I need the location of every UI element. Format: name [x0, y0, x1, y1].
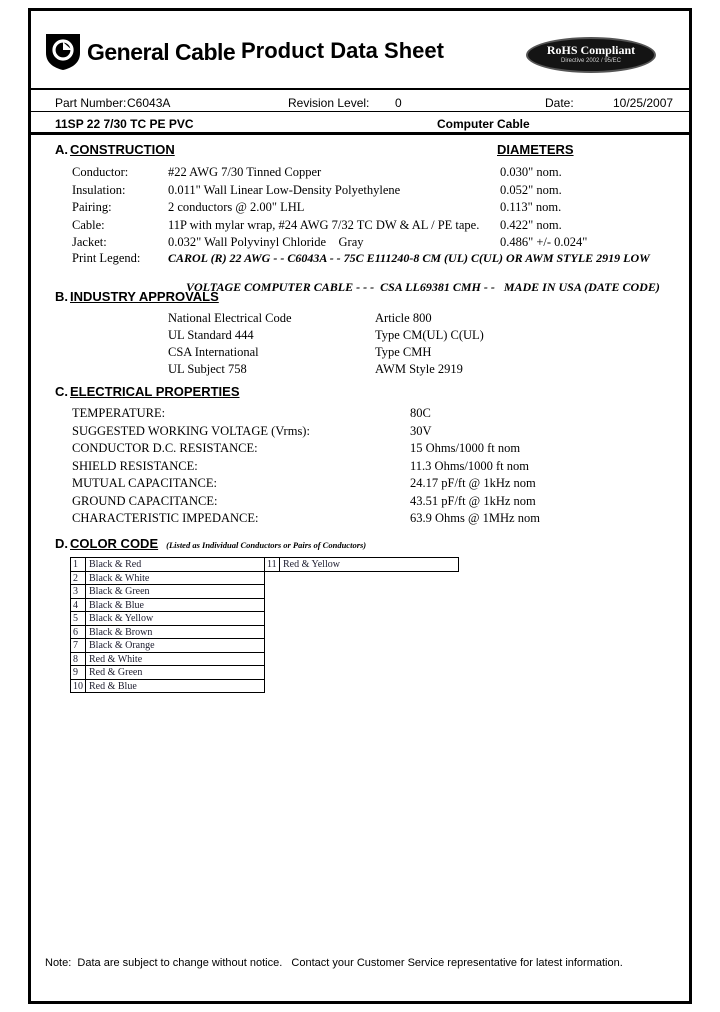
- electrical-label: SHIELD RESISTANCE:: [72, 458, 198, 473]
- conductor-color: Red & Blue: [89, 680, 137, 692]
- diameters-title: DIAMETERS: [497, 142, 574, 157]
- table-row: [70, 625, 265, 640]
- rohs-badge-text: RoHS Compliant: [546, 43, 636, 57]
- construction-label: Insulation:: [72, 182, 126, 197]
- divider: [31, 88, 689, 90]
- conductor-number: 4: [71, 599, 86, 612]
- construction-label: Cable:: [72, 217, 105, 232]
- approval-row: [168, 327, 685, 344]
- document-page: [28, 8, 692, 1004]
- rohs-directive-text: Directive 2002 / 95/EC: [560, 58, 622, 64]
- construction-label: Jacket:: [72, 235, 107, 249]
- print-legend-label: Print Legend:: [72, 251, 141, 265]
- table-row: [70, 557, 265, 572]
- section-a-title: CONSTRUCTION: [70, 142, 175, 157]
- date-label: Date:: [545, 96, 574, 110]
- product-name: 11SP 22 7/30 TC PE PVC: [55, 117, 194, 131]
- electrical-row: [72, 510, 685, 528]
- revision-value: 0: [395, 96, 402, 110]
- brand-name: General Cable: [87, 38, 236, 65]
- divider: [31, 132, 689, 135]
- construction-value: 2 conductors @ 2.00" LHL: [168, 200, 305, 214]
- electrical-row: [72, 475, 685, 493]
- electrical-row: [72, 405, 685, 423]
- footer-note: Note: Data are subject to change without notice. Contact your Customer Service representative for latest information.: [45, 957, 623, 969]
- approval-row: [168, 344, 685, 361]
- construction-value: 0.032" Wall Polyvinyl Chloride Gray: [168, 235, 364, 249]
- electrical-label: SUGGESTED WORKING VOLTAGE (Vrms):: [72, 423, 310, 438]
- construction-diameter: 0.486" +/- 0.024": [500, 235, 588, 249]
- approval-type: Type CM(UL) C(UL): [375, 328, 484, 342]
- product-type: Computer Cable: [437, 117, 530, 131]
- print-legend-text: [168, 251, 685, 295]
- electrical-label: GROUND CAPACITANCE:: [72, 493, 218, 508]
- approval-row: [168, 310, 685, 327]
- conductor-color: Black & Green: [89, 586, 150, 597]
- construction-diameter: 0.422" nom.: [500, 217, 562, 232]
- construction-diameter: 0.113" nom.: [500, 200, 562, 214]
- conductor-number: 5: [71, 612, 86, 625]
- electrical-value: 80C: [410, 406, 431, 420]
- electrical-row: [72, 458, 685, 476]
- revision-label: Revision Level:: [288, 96, 370, 110]
- conductor-color: Black & Orange: [89, 640, 155, 651]
- electrical-value: 11.3 Ohms/1000 ft nom: [410, 458, 529, 473]
- conductor-number: 11: [265, 558, 280, 571]
- construction-value: 11P with mylar wrap, #24 AWG 7/32 TC DW & AL / PE tape.: [168, 217, 480, 232]
- approval-type: Article 800: [375, 311, 432, 325]
- electrical-value: 15 Ohms/1000 ft nom: [410, 441, 521, 455]
- table-row: [70, 571, 265, 586]
- section-c-title: ELECTRICAL PROPERTIES: [70, 384, 240, 399]
- table-row: [70, 638, 265, 653]
- conductor-color: Red & White: [89, 653, 143, 665]
- electrical-label: CHARACTERISTIC IMPEDANCE:: [72, 511, 259, 525]
- electrical-row: [72, 423, 685, 441]
- section-a-heading: [55, 142, 689, 157]
- conductor-number: 6: [71, 626, 86, 639]
- approval-body: UL Standard 444: [168, 328, 254, 342]
- part-number-value: C6043A: [127, 96, 171, 110]
- conductor-number: 7: [71, 639, 86, 652]
- conductor-color: Red & Green: [89, 667, 143, 678]
- electrical-label: CONDUCTOR D.C. RESISTANCE:: [72, 441, 258, 455]
- conductor-number: 9: [71, 666, 86, 679]
- construction-row: [72, 199, 685, 217]
- approval-body: CSA International: [168, 345, 259, 359]
- electrical-row: [72, 440, 685, 458]
- electrical-value: 43.51 pF/ft @ 1kHz nom: [410, 493, 536, 508]
- print-legend: [72, 251, 685, 295]
- construction-label: Pairing:: [72, 200, 112, 214]
- construction-row: [72, 234, 685, 252]
- color-table-left-column: [70, 557, 265, 693]
- section-b-heading: [55, 289, 689, 304]
- part-number-label: Part Number:: [55, 96, 127, 110]
- print-legend-line1: CAROL (R) 22 AWG - - C6043A - - 75C E111240-8 CM (UL) C(UL) OR AWM STYLE 2919 LOW: [168, 251, 650, 265]
- conductor-number: 3: [71, 585, 86, 598]
- construction-value: 0.011" Wall Linear Low-Density Polyethylene: [168, 182, 401, 197]
- electrical-label: MUTUAL CAPACITANCE:: [72, 476, 217, 490]
- section-d-heading: [55, 536, 689, 551]
- table-row: [264, 557, 459, 572]
- section-b-letter: B.: [55, 289, 68, 304]
- page-title: Product Data Sheet: [241, 38, 444, 63]
- conductor-color: Black & Brown: [89, 626, 153, 638]
- conductor-color: Black & Blue: [89, 599, 144, 611]
- section-a-letter: A.: [55, 142, 68, 157]
- conductor-color: Black & White: [89, 572, 150, 584]
- approval-body: National Electrical Code: [168, 311, 292, 325]
- conductor-number: 2: [71, 572, 86, 585]
- section-d-letter: D.: [55, 536, 68, 551]
- conductor-color: Red & Yellow: [283, 559, 340, 570]
- construction-diameter: 0.030" nom.: [500, 165, 562, 179]
- approval-row: [168, 361, 685, 378]
- color-table-right-column: [264, 557, 459, 572]
- section-c-letter: C.: [55, 384, 68, 399]
- print-legend-line2: VOLTAGE COMPUTER CABLE - - - CSA LL69381 CMH - - MADE IN USA (DATE CODE): [186, 280, 660, 294]
- industry-approvals-rows: [168, 310, 685, 378]
- date-value: 10/25/2007: [613, 96, 674, 110]
- conductor-number: 10: [71, 680, 86, 693]
- section-c-heading: [55, 384, 689, 399]
- approval-type: AWM Style 2919: [375, 362, 463, 376]
- table-row: [70, 679, 265, 694]
- conductor-number: 8: [71, 653, 86, 666]
- table-row: [70, 584, 265, 599]
- construction-row: [72, 217, 685, 235]
- conductor-color: Black & Red: [89, 559, 142, 570]
- section-b-title: INDUSTRY APPROVALS: [70, 289, 219, 304]
- conductor-number: 1: [71, 558, 86, 571]
- conductor-color: Black & Yellow: [89, 613, 154, 624]
- construction-row: [72, 164, 685, 182]
- electrical-label: TEMPERATURE:: [72, 406, 166, 420]
- table-row: [70, 598, 265, 613]
- construction-value: #22 AWG 7/30 Tinned Copper: [168, 165, 322, 179]
- table-row: [70, 665, 265, 680]
- general-cable-logo-icon: [45, 33, 81, 71]
- brand: [45, 33, 235, 71]
- electrical-properties-rows: [72, 405, 685, 528]
- construction-rows: [72, 164, 685, 252]
- construction-diameter: 0.052" nom.: [500, 182, 562, 197]
- divider: [31, 111, 689, 112]
- approval-type: Type CMH: [375, 345, 432, 359]
- rohs-compliant-badge: [526, 37, 656, 73]
- construction-label: Conductor:: [72, 165, 129, 179]
- electrical-value: 24.17 pF/ft @ 1kHz nom: [410, 476, 536, 490]
- table-row: [70, 652, 265, 667]
- construction-row: [72, 182, 685, 200]
- section-d-title: COLOR CODE: [70, 536, 159, 551]
- approval-body: UL Subject 758: [168, 362, 247, 376]
- table-row: [70, 611, 265, 626]
- electrical-value: 30V: [410, 423, 432, 438]
- electrical-value: 63.9 Ohms @ 1MHz nom: [410, 511, 540, 525]
- section-d-subtitle: (Listed as Individual Conductors or Pairs of Conductors): [166, 540, 367, 550]
- electrical-row: [72, 493, 685, 511]
